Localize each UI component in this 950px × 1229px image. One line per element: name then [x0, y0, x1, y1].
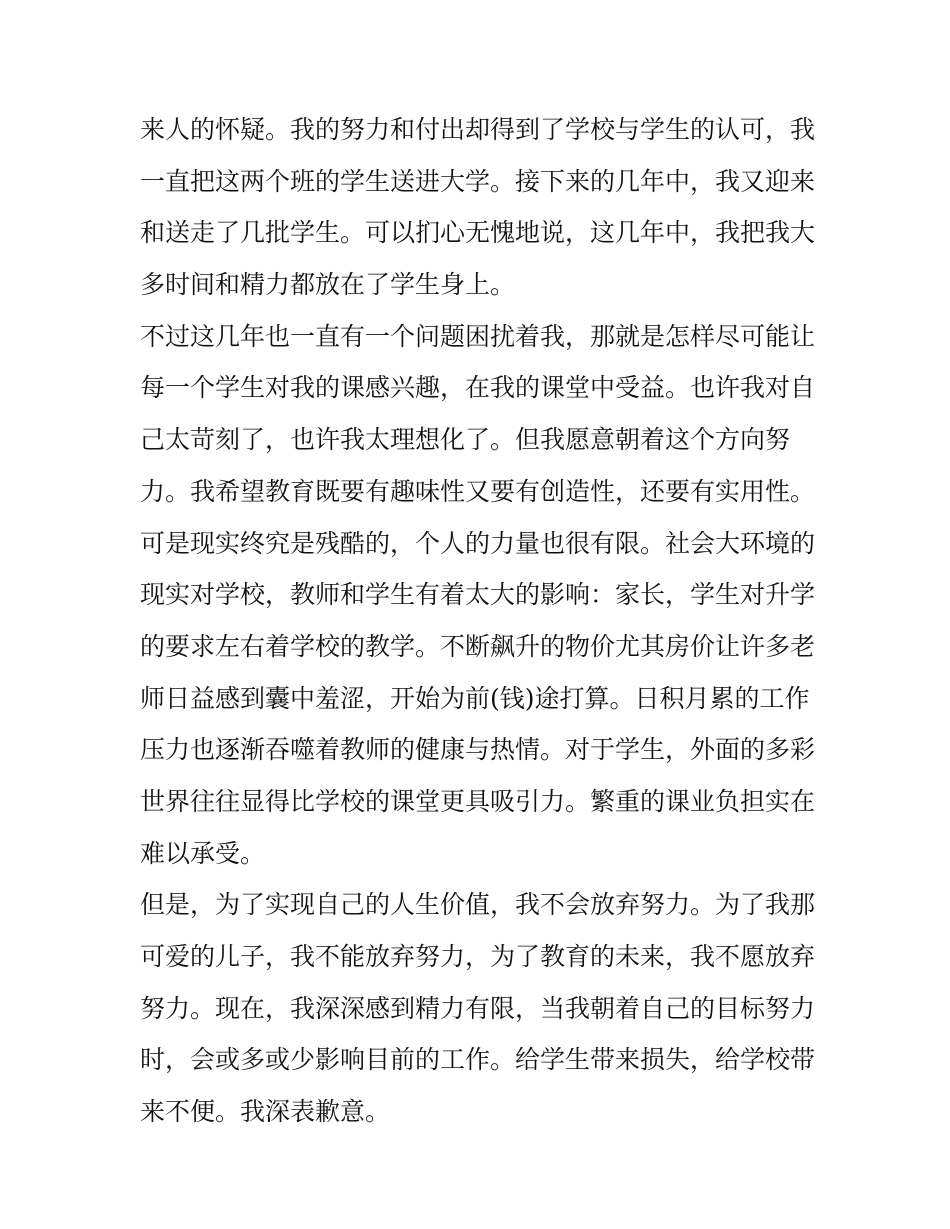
body-text — [140, 108, 820, 1142]
text-line: 可爱的儿子，我不能放弃努力，为了教育的未来，我不愿放弃 — [140, 942, 816, 971]
text-line: 己太苛刻了，也许我太理想化了。但我愿意朝着这个方向努 — [140, 425, 791, 455]
text-line: 和送走了几批学生。可以扪心无愧地说，这几年中，我把我大 — [140, 218, 816, 248]
text-line: 力。我希望教育既要有趣味性又要有创造性，还要有实用性。 — [140, 476, 816, 506]
text-line: 世界往往显得比学校的课堂更具吸引力。繁重的课业负担实在 — [140, 786, 816, 816]
text-line: 可是现实终究是残酷的，个人的力量也很有限。社会大环境的 — [140, 528, 816, 558]
text-line: 但是，为了实现自己的人生价值，我不会放弃努力。为了我那 — [140, 890, 816, 920]
text-line: 来人的怀疑。我的努力和付出却得到了学校与学生的认可，我 — [140, 115, 816, 144]
text-line: 的要求左右着学校的教学。不断飙升的物价尤其房价让许多老 — [140, 631, 816, 661]
text-line: 师日益感到囊中羞涩，开始为前(钱)途打算。日积月累的工作 — [140, 683, 810, 713]
text-line: 一直把这两个班的学生送进大学。接下来的几年中，我又迎来 — [140, 166, 816, 196]
text-line: 不过这几年也一直有一个问题困扰着我，那就是怎样尽可能让 — [140, 321, 816, 351]
text-line: 压力也逐渐吞噬着教师的健康与热情。对于学生，外面的多彩 — [140, 735, 816, 765]
text-line: 来不便。我深表歉意。 — [140, 1097, 391, 1127]
text-line: 现实对学校，教师和学生有着太大的影响：家长，学生对升学 — [140, 580, 816, 610]
text-line: 难以承受。 — [140, 838, 266, 868]
text-line: 每一个学生对我的课感兴趣，在我的课堂中受益。也许我对自 — [140, 373, 816, 403]
text-line: 时，会或多或少影响目前的工作。给学生带来损失，给学校带 — [140, 1045, 816, 1075]
text-line: 努力。现在，我深深感到精力有限，当我朝着自己的目标努力 — [140, 993, 816, 1023]
text-line: 多时间和精力都放在了学生身上。 — [140, 270, 516, 300]
